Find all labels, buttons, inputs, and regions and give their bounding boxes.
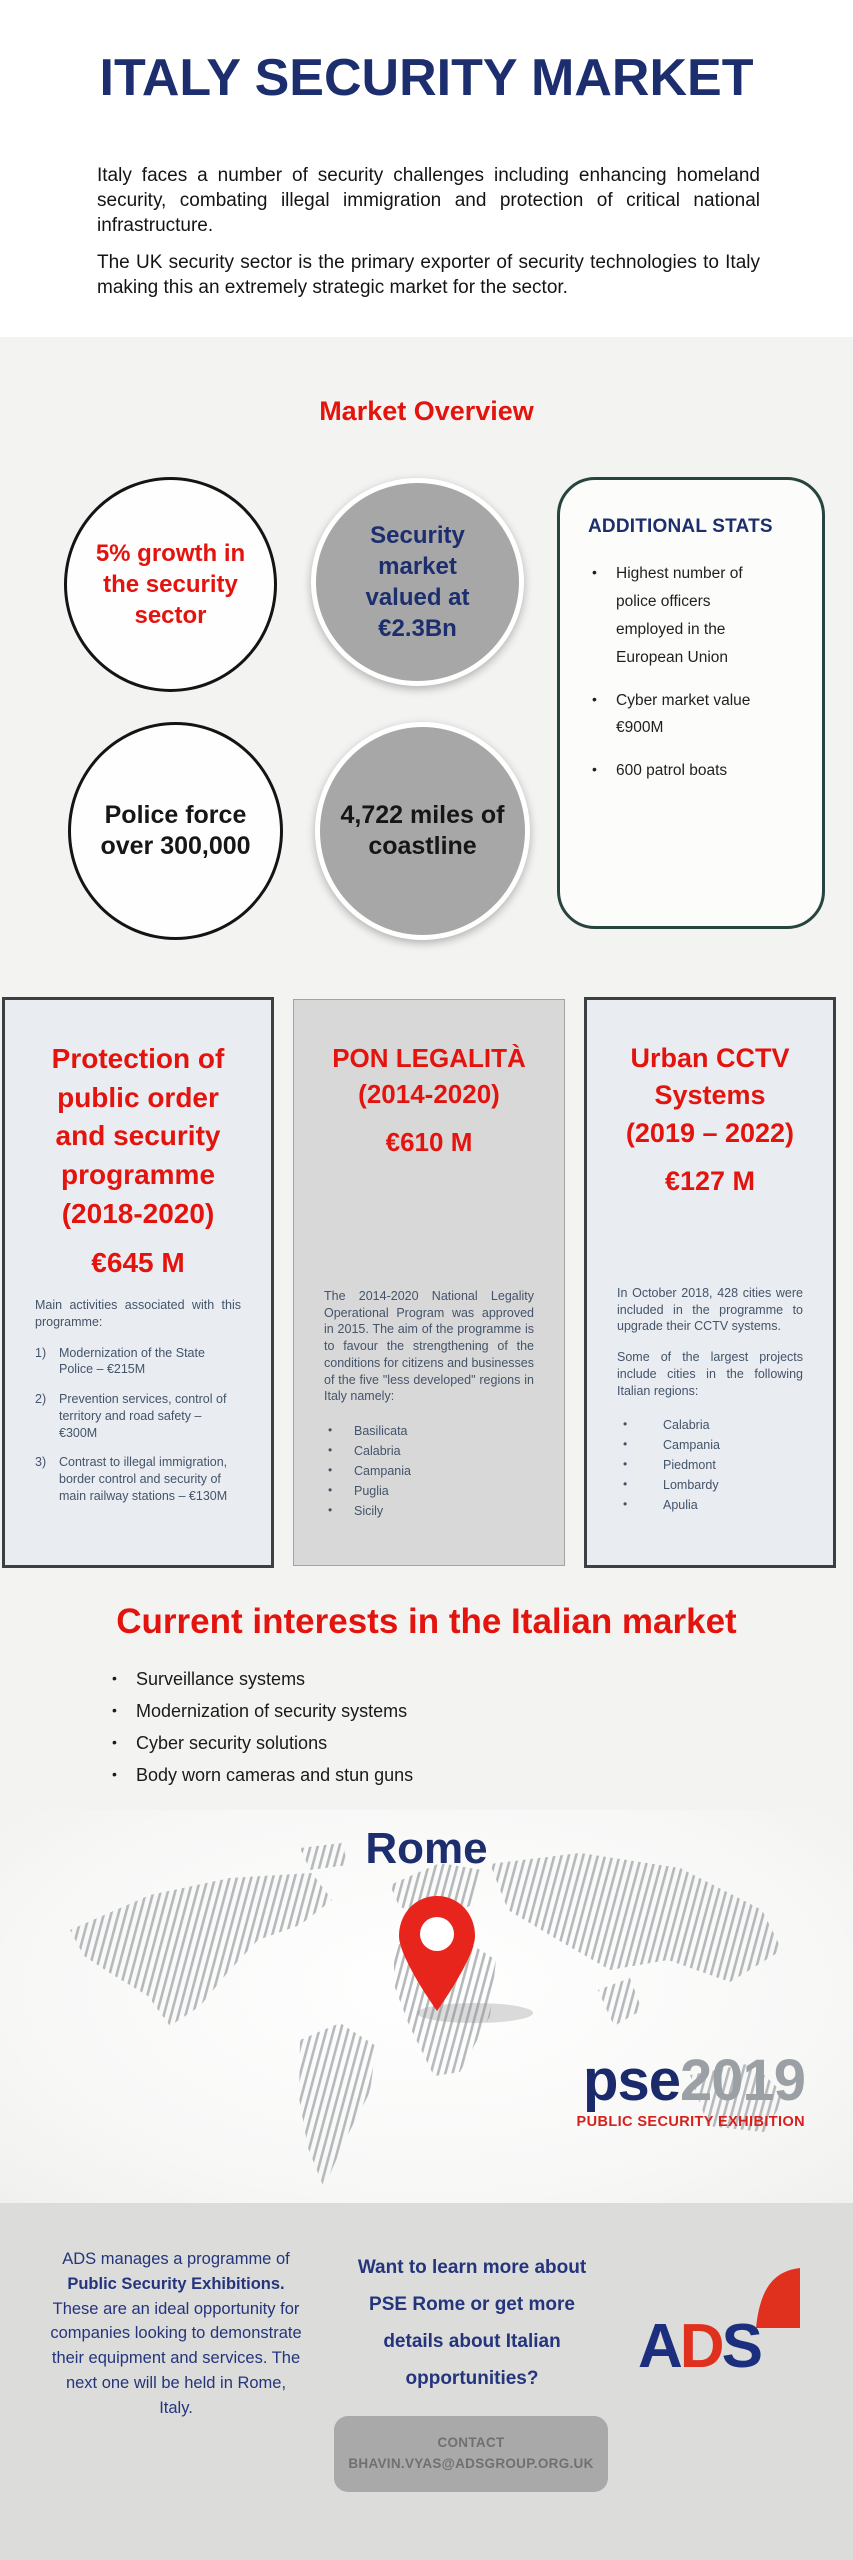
list-marker: 1) (35, 1345, 47, 1360)
programme-title: Protection of public order and security programme (2018-2020) (51, 1043, 225, 1229)
list-item: • Campania (324, 1461, 534, 1481)
contact-button[interactable] (334, 2416, 608, 2492)
programme-intro: The 2014-2020 National Legality Operational Program was approved in 2015. The aim of the programme is to favour the strengthening of the conditions for citizens and businesses of the five "less developed" regions in Italy namely: (324, 1288, 534, 1404)
ads-logo-swoosh-icon (754, 2266, 802, 2328)
pse-logo-year: 2019 (679, 2048, 805, 2113)
stat-circle-growth (64, 477, 277, 692)
cta-text: Want to learn more about PSE Rome or get more details about Italian opportunities? (357, 2257, 587, 2390)
programme-card-pon-legalita (293, 999, 565, 1566)
contact-label: CONTACT (437, 2435, 505, 2451)
list-item: • Cyber security solutions (112, 1734, 413, 1752)
ads-letter-d: D (679, 2312, 722, 2381)
list-item: • Surveillance systems (112, 1670, 413, 1688)
pse-logo-tagline: PUBLIC SECURITY EXHIBITION (576, 2114, 805, 2130)
list-item: • Piedmont (617, 1455, 803, 1475)
list-item: • 600 patrol boats (588, 757, 798, 785)
current-interests-heading: Current interests in the Italian market (116, 1602, 737, 1641)
stat-circle-text: Security market valued at €2.3Bn (365, 521, 470, 643)
programme-card-public-order (2, 997, 274, 1568)
programme-budget: €645 M (91, 1247, 185, 1279)
list-text: Modernization of the State Police – €215M (59, 1345, 205, 1377)
additional-stats-heading: ADDITIONAL STATS (588, 516, 773, 537)
stat-circle-market-value (311, 478, 524, 686)
ads-about-text (50, 2247, 302, 2420)
pse-2019-logo (576, 2048, 805, 2130)
stat-circle-text: 5% growth in the security sector (95, 539, 246, 630)
list-item (35, 1391, 241, 1441)
current-interests-list (112, 1670, 413, 1798)
list-item: • Apulia (617, 1495, 803, 1515)
additional-stats-card (557, 477, 825, 929)
stat-circle-coastline (315, 722, 530, 940)
list-text: Contrast to illegal immigration, border control and security of main railway stations – €130M (59, 1455, 228, 1503)
programme-body (617, 1285, 803, 1516)
intro-paragraph-1: Italy faces a number of security challenges including enhancing homeland security, combating illegal immigration and protection of critical national infrastructure. (97, 165, 760, 237)
programme-region-list (617, 1415, 803, 1515)
list-item: • Calabria (617, 1415, 803, 1435)
about-text-bold: Public Security Exhibitions. (67, 2274, 285, 2293)
list-item: • Modernization of security systems (112, 1702, 413, 1720)
stat-circle-text: Police force over 300,000 (100, 800, 251, 860)
page-title: ITALY SECURITY MARKET (99, 49, 754, 107)
programme-title: Urban CCTV Systems (2019 – 2022) (625, 1043, 795, 1148)
footer-section (0, 2203, 853, 2560)
list-text: Prevention services, control of territory and road safety – €300M (59, 1392, 227, 1440)
about-text-post: These are an ideal opportunity for companies looking to demonstrate their equipment and services. The next one will be held in Rome, Italy. (50, 2299, 302, 2417)
pse-logo-text: pse (583, 2048, 680, 2113)
list-item: • Lombardy (617, 1475, 803, 1495)
list-item: • Sicily (324, 1501, 534, 1521)
list-item: • Campania (617, 1435, 803, 1455)
list-item: • Cyber market value €900M (588, 687, 798, 743)
list-item: • Puglia (324, 1481, 534, 1501)
programme-activity-list (35, 1345, 241, 1505)
additional-stats-list (588, 560, 798, 785)
rome-title: Rome (365, 1824, 488, 1873)
programme-title: PON LEGALITÀ (2014-2020) (332, 1043, 526, 1110)
programme-intro: In October 2018, 428 cities were included in the programme to upgrade their CCTV systems. (617, 1285, 803, 1334)
programme-body (35, 1297, 241, 1505)
list-item: • Calabria (324, 1441, 534, 1461)
market-overview-heading: Market Overview (319, 396, 534, 426)
programme-card-urban-cctv (584, 997, 836, 1568)
list-item (35, 1454, 241, 1504)
stat-circle-text: 4,722 miles of coastline (340, 800, 505, 860)
list-item: • Basilicata (324, 1421, 534, 1441)
ads-letter-s: S (721, 2312, 760, 2381)
programme-region-list (324, 1421, 534, 1521)
about-text-pre: ADS manages a programme of (62, 2250, 290, 2268)
list-marker: 3) (35, 1455, 47, 1470)
list-marker: 2) (35, 1392, 47, 1407)
ads-letter-a: A (638, 2312, 680, 2381)
ads-logo (638, 2288, 808, 2408)
programme-budget: €610 M (385, 1126, 473, 1157)
programme-intro: Main activities associated with this programme: (35, 1298, 241, 1329)
list-item: • Highest number of police officers employed in the European Union (588, 560, 798, 672)
intro-paragraph-2: The UK security sector is the primary exporter of security technologies to Italy making this an extremely strategic market for the sector. (97, 252, 760, 299)
programme-body (324, 1288, 534, 1521)
list-item: • Body worn cameras and stun guns (112, 1766, 413, 1784)
contact-email: BHAVIN.VYAS@ADSGROUP.ORG.UK (348, 2456, 594, 2471)
programme-intro-2: Some of the largest projects include cities in the following Italian regions: (617, 1350, 803, 1398)
list-item (35, 1345, 241, 1379)
programme-budget: €127 M (664, 1165, 756, 1196)
stat-circle-police-force (68, 722, 283, 940)
ads-logo-letters (638, 2312, 760, 2381)
rome-map-section (0, 1810, 853, 2203)
